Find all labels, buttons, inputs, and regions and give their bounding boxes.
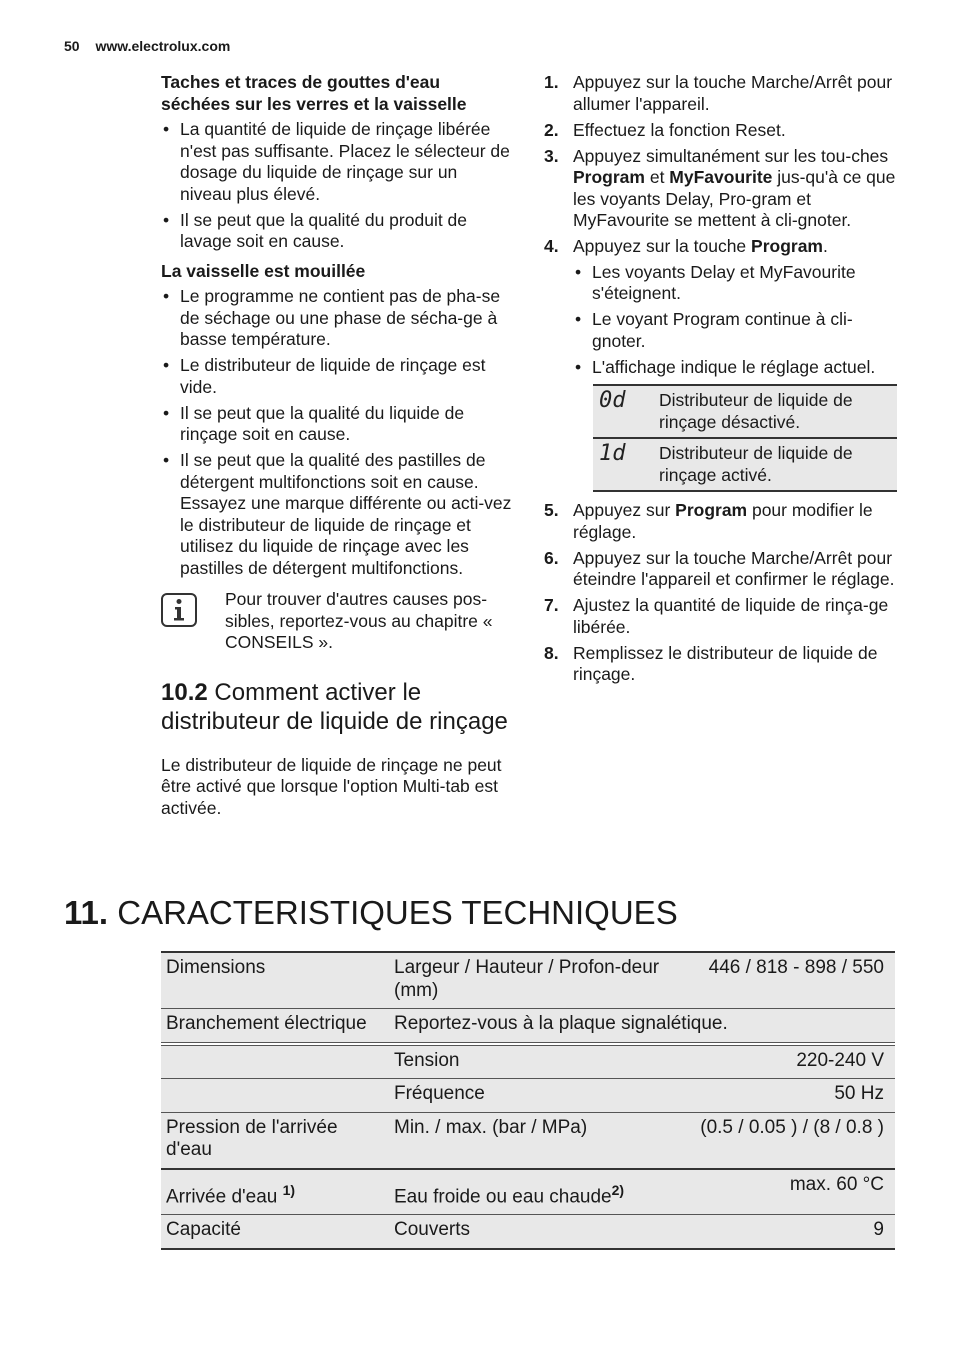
bullet-list-wet-dishes [161,286,513,579]
spec-parameter [389,1169,684,1215]
list-item: • Le programme ne contient pas de pha-se de séchage ou une phase de sécha-ge à basse température. [161,286,513,351]
step-text: jus-qu'à ce que les voyants Delay, Pro-gram et MyFavourite se mettent à cli-gnoter. [573,167,896,230]
spec-parameter: Min. / max. (bar / MPa) [389,1112,684,1169]
footnote-ref: 1) [282,1181,296,1198]
section-number: 10.2 [161,678,208,706]
step-5 [544,500,896,543]
table-row [593,438,897,491]
footnote-ref: 2) [611,1181,625,1198]
section-title: CARACTERISTIQUES TECHNIQUES [117,894,678,931]
spec-label: Capacité [161,1215,389,1249]
step-text: . [823,236,828,256]
step-number: 8. [544,642,559,663]
spec-label [161,1045,389,1079]
spec-label [161,1079,389,1113]
right-column [544,72,896,690]
myfavourite-key-label: MyFavourite [669,167,773,187]
spec-parameter: Tension [389,1045,684,1079]
spec-label: Dimensions [161,952,389,1009]
program-key-label: Program [573,167,645,187]
step-8 [544,643,896,686]
step-text: Appuyez sur la touche Marche/Arrêt pour éteindre l'appareil et confirmer le réglage. [573,547,895,589]
table-row [593,385,897,438]
step-4 [544,236,896,492]
steps-list [544,72,896,686]
website-link[interactable]: www.electrolux.com [95,38,231,54]
spec-value: (0.5 / 0.05 ) / (8 / 0.8 ) [684,1112,895,1169]
display-codes-table [593,384,897,492]
section-11-heading [64,893,678,933]
table-row [161,1045,895,1079]
spec-parameter: Reportez-vous à la plaque signalétique. [389,1009,895,1043]
step-text: et [644,167,670,187]
step-text: Ajustez la quantité de liquide de rinça-ge libérée. [573,595,889,637]
step-3 [544,146,896,232]
section-paragraph: Le distributeur de liquide de rinçage ne peut être activé que lorsque l'option Multi-tab est activée. [161,754,502,818]
technical-specs-table [161,951,895,1250]
spec-label: Pression de l'arrivée d'eau [161,1112,389,1169]
spec-parameter: Couverts [389,1215,684,1249]
subheading-water-marks: Taches et traces de gouttes d'eau séchées sur les verres et la vaisselle [161,72,467,114]
section-10-2-heading [161,678,513,736]
step-number: 7. [544,595,559,615]
table-row [161,952,895,1009]
table-row [161,1079,895,1113]
step-text: pour modifier le réglage. [573,500,873,542]
section-number: 11. [64,894,109,931]
step-text: Remplissez le distributeur de liquide de rinçage. [573,642,878,684]
step-text: Appuyez sur la touche [573,236,752,256]
step-6 [544,548,896,591]
step-1 [544,72,896,115]
list-item: • Le distributeur de liquide de rinçage est vide. [161,355,513,398]
spec-value: 50 Hz [684,1079,895,1113]
step-number: 3. [544,145,559,166]
spec-parameter: Largeur / Hauteur / Profon-deur (mm) [389,952,684,1009]
display-code: 0d [593,385,653,438]
table-row [161,1009,895,1043]
list-item: • Il se peut que la qualité du produit de lavage soit en cause. [161,210,513,253]
step-number: 4. [544,236,559,256]
list-item: • Il se peut que la qualité du liquide de rinçage soit en cause. [161,403,513,446]
list-item: • L'affichage indique le réglage actuel. [573,357,896,379]
spec-value: 9 [684,1215,895,1249]
page-header [64,38,230,54]
info-icon [161,593,197,627]
spec-label: Branchement électrique [161,1009,389,1043]
spec-value: 446 / 818 - 898 / 550 [684,952,895,1009]
display-code: 1d [593,438,653,491]
page-number: 50 [64,38,80,54]
left-column [161,72,513,819]
step-number: 6. [544,547,559,568]
step-number: 1. [544,72,559,92]
list-item: • Le voyant Program continue à cli-gnoter. [573,309,896,352]
spec-label [161,1169,389,1215]
step-text: Effectuez la fonction Reset. [573,119,786,140]
info-note [161,589,513,654]
program-key-label: Program [751,236,823,256]
subheading-wet-dishes: La vaisselle est mouillée [161,260,366,281]
program-key-label: Program [675,500,748,520]
table-row [161,1112,895,1169]
step-number: 5. [544,500,559,520]
spec-value: 220-240 V [684,1045,895,1079]
step-7 [544,595,896,638]
parameter-text: Eau froide ou eau chaude [394,1185,612,1207]
step-text: Appuyez simultanément sur les tou-ches [573,145,889,166]
step-text: Appuyez sur la touche Marche/Arrêt pour allumer l'appareil. [573,72,893,114]
list-item: • La quantité de liquide de rinçage libérée n'est pas suffisante. Placez le sélecteur de dosage du liquide de rinçage sur un niveau plus élevé. [161,119,513,205]
step-2 [544,120,896,142]
step-text: Appuyez sur [573,500,676,520]
list-item: • Il se peut que la qualité des pastilles de détergent multifonctions soit en cause. Essayez une marque différente ou acti-vez le distributeur de liquide de rinçage et utilisez du liquide de rinçage avec les pastilles de détergent multifonctions. [161,450,513,579]
list-item: • Les voyants Delay et MyFavourite s'éteignent. [573,262,896,305]
step-4-sublist [573,262,896,379]
section-title: Comment activer le distributeur de liquide de rinçage [161,678,508,735]
display-description: Distributeur de liquide de rinçage activé. [653,438,897,491]
display-description: Distributeur de liquide de rinçage désactivé. [653,385,897,438]
spec-parameter: Fréquence [389,1079,684,1113]
table-row [161,1169,895,1215]
spec-value: max. 60 °C [684,1169,895,1215]
bullet-list-water-marks [161,119,513,253]
step-number: 2. [544,119,559,140]
table-row [161,1215,895,1249]
label-text: Arrivée d'eau [166,1185,283,1207]
note-text: Pour trouver d'autres causes pos-sibles, reportez-vous au chapitre « CONSEILS ». [225,589,493,652]
